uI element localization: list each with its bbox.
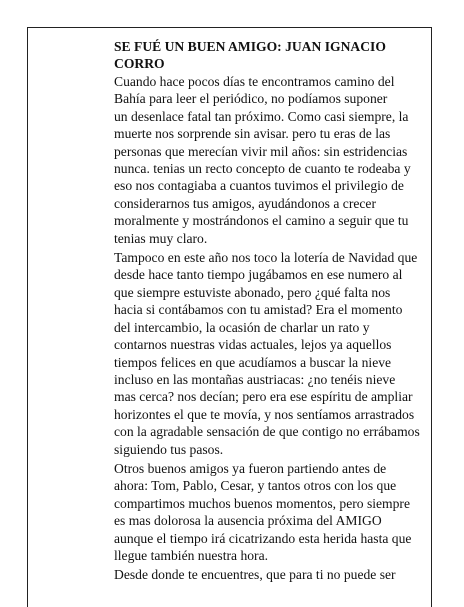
text-line: hacia si contábamos con tu amistad? Era el momento bbox=[114, 302, 403, 318]
text-line: contarnos nuestras vidas actuales, lejos ya aquellos bbox=[114, 337, 392, 353]
text-line: Bahía para leer el periódico, no podíamos suponer bbox=[114, 91, 388, 107]
text-line: muerte nos sorprende sin avisar. pero tu eras de las bbox=[114, 126, 391, 142]
text-line: Tampoco en este año nos toco la lotería de Navidad que bbox=[114, 250, 418, 266]
text-line: con la agradable sensación de que contigo no errábamos bbox=[114, 424, 420, 440]
text-line: desde hace tanto tiempo jugábamos en ese numero al bbox=[114, 267, 403, 283]
text-line: es mas dolorosa la ausencia próxima del AMIGO bbox=[114, 513, 382, 529]
title-line: SE FUÉ UN BUEN AMIGO: JUAN IGNACIO bbox=[114, 39, 386, 54]
text-line: Desde donde te encuentres, que para ti no puede ser bbox=[114, 567, 396, 583]
title-line: CORRO bbox=[114, 56, 165, 71]
paragraph bbox=[114, 249, 424, 458]
paragraph bbox=[114, 460, 424, 564]
text-line: personas que merecían vivir mil años: sin estridencias bbox=[114, 143, 408, 159]
paragraph bbox=[114, 73, 424, 247]
text-line: Cuando hace pocos días te encontramos camino del bbox=[114, 74, 395, 89]
text-line: ahora: Tom, Pablo, Cesar, y tantos otros con los que bbox=[114, 478, 397, 494]
text-line: Otros buenos amigos ya fueron partiendo antes de bbox=[114, 460, 387, 476]
paragraph bbox=[114, 566, 424, 583]
text-line: compartimos muchos buenos momentos, pero siempre bbox=[114, 495, 410, 511]
text-line: moralmente y mostrándonos el camino a seguir que tu bbox=[114, 213, 409, 229]
text-line: nunca. tenias un recto concepto de cuanto te rodeaba y bbox=[114, 161, 411, 177]
text-line: aunque el tiempo irá cicatrizando esta herida hasta que bbox=[114, 530, 412, 546]
text-line: incluso en las montañas austriacas: ¿no tenéis nieve bbox=[114, 371, 396, 387]
text-line: llegue también nuestra hora. bbox=[114, 547, 269, 563]
text-line: tenias muy claro. bbox=[114, 230, 208, 246]
text-line: eso nos contagiaba a cuantos tuvimos el privilegio de bbox=[114, 178, 404, 194]
document-title bbox=[114, 38, 424, 72]
text-line: tiempos felices en que acudíamos a buscar la nieve bbox=[114, 354, 392, 370]
document-body bbox=[114, 38, 424, 586]
text-line: considerarnos tus amigos, ayudándonos a crecer bbox=[114, 195, 376, 211]
text-line: horizontes el que te movía, y nos sentíamos arrastrados bbox=[114, 406, 415, 422]
text-line: mas cerca? nos decían; pero era ese espíritu de ampliar bbox=[114, 389, 413, 405]
text-line: que siempre estuviste abonado, pero ¿qué falta nos bbox=[114, 284, 391, 300]
text-line: un desenlace fatal tan próximo. Como casi siempre, la bbox=[114, 108, 409, 124]
text-line: del intercambio, la ocasión de charlar un rato y bbox=[114, 319, 370, 335]
text-line: siguiendo tus pasos. bbox=[114, 441, 224, 457]
